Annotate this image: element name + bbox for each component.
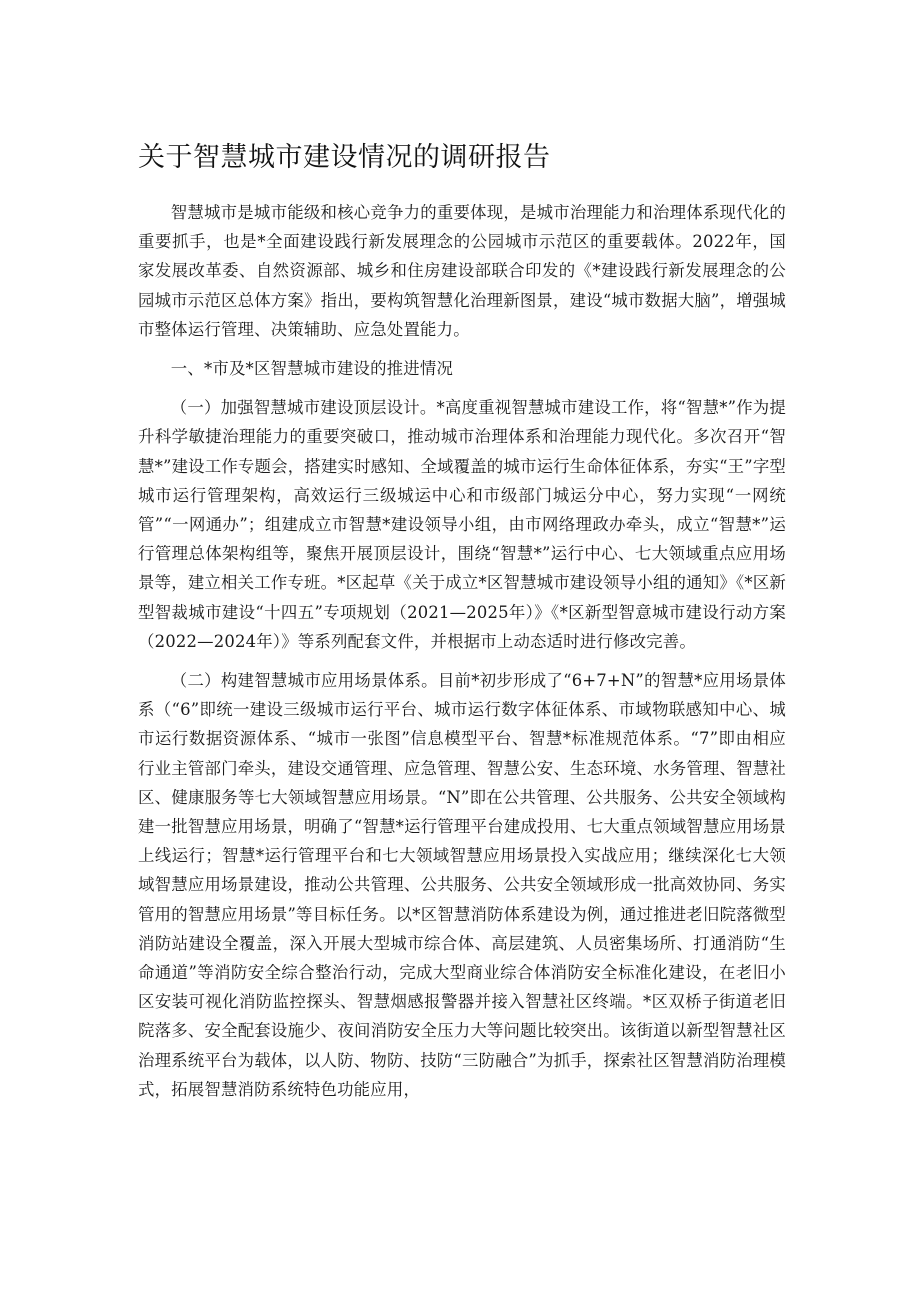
intro-paragraph: 智慧城市是城市能级和核心竞争力的重要体现，是城市治理能力和治理体系现代化的重要抓手，也是*全面建设践行新发展理念的公园城市示范区的重要载体。2022年，国家发展改革委、自然资源部、城乡和住房建设部联合印发的《*建设践行新发展理念的公园城市示范区总体方案》指出，要构筑智慧化治理新图景，建设“城市数据大脑”，增强城市整体运行管理、决策辅助、应急处置能力。 bbox=[138, 203, 786, 339]
document-page bbox=[138, 138, 786, 1114]
section-heading-1: 一、*市及*区智慧城市建设的推进情况 bbox=[170, 359, 454, 379]
section1-paragraph-1: （一）加强智慧城市建设顶层设计。*高度重视智慧城市建设工作，将“智慧*”作为提升科学敏捷治理能力的重要突破口，推动城市治理体系和治理能力现代化。多次召开“智慧*”建设工作专题会，搭建实时感知、全域覆盖的城市运行生命体征体系，夯实“王”字型城市运行管理架构，高效运行三级城运中心和市级部门城运分中心，努力实现“一网统管”“一网通办”；组建成立市智慧*建设领导小组，由市网络理政办牵头，成立“智慧*”运行管理总体架构组等，聚焦开展顶层设计，围绕“智慧*”运行中心、七大领域重点应用场景等，建立相关工作专班。*区起草《关于成立*区智慧城市建设领导小组的通知》《*区新型智裁城市建设“十四五”专项规划（2021—2025年）》《*区新型智意城市建设行动方案（2022—2024年）》等系列配套文件，并根据市上动态适时进行修改完善。 bbox=[138, 398, 786, 651]
document-title: 关于智慧城市建设情况的调研报告 bbox=[138, 142, 551, 173]
section1-paragraph-2: （二）构建智慧城市应用场景体系。目前*初步形成了“6+7+N”的智慧*应用场景体系（“6”即统一建设三级城市运行平台、城市运行数字体征体系、市域物联感知中心、城市运行数据资源体系、“城市一张图”信息模型平台、智慧*标准规范体系。“7”即由相应行业主管部门牵头，建设交通管理、应急管理、智慧公安、生态环境、水务管理、智慧社区、健康服务等七大领域智慧应用场景。“N”即在公共管理、公共服务、公共安全领域构建一批智慧应用场景，明确了“智慧*运行管理平台建成投用、七大重点领域智慧应用场景上线运行；智慧*运行管理平台和七大领域智慧应用场景投入实战应用；继续深化七大领域智慧应用场景建设，推动公共管理、公共服务、公共安全领域形成一批高效协同、务实管用的智慧应用场景”等目标任务。以*区智慧消防体系建设为例，通过推进老旧院落微型消防站建设全覆盖，深入开展大型城市综合体、高层建筑、人员密集场所、打通消防“生命通道”等消防安全综合整治行动，完成大型商业综合体消防安全标准化建设，在老旧小区安装可视化消防监控探头、智慧烟感报警器并接入智慧社区终端。*区双桥子街道老旧院落多、安全配套设施少、夜间消防安全压力大等问题比较突出。该街道以新型智慧社区治理系统平台为载体，以人防、物防、技防“三防融合”为抓手，探索社区智慧消防治理模式，拓展智慧消防系统特色功能应用， bbox=[138, 671, 786, 1099]
